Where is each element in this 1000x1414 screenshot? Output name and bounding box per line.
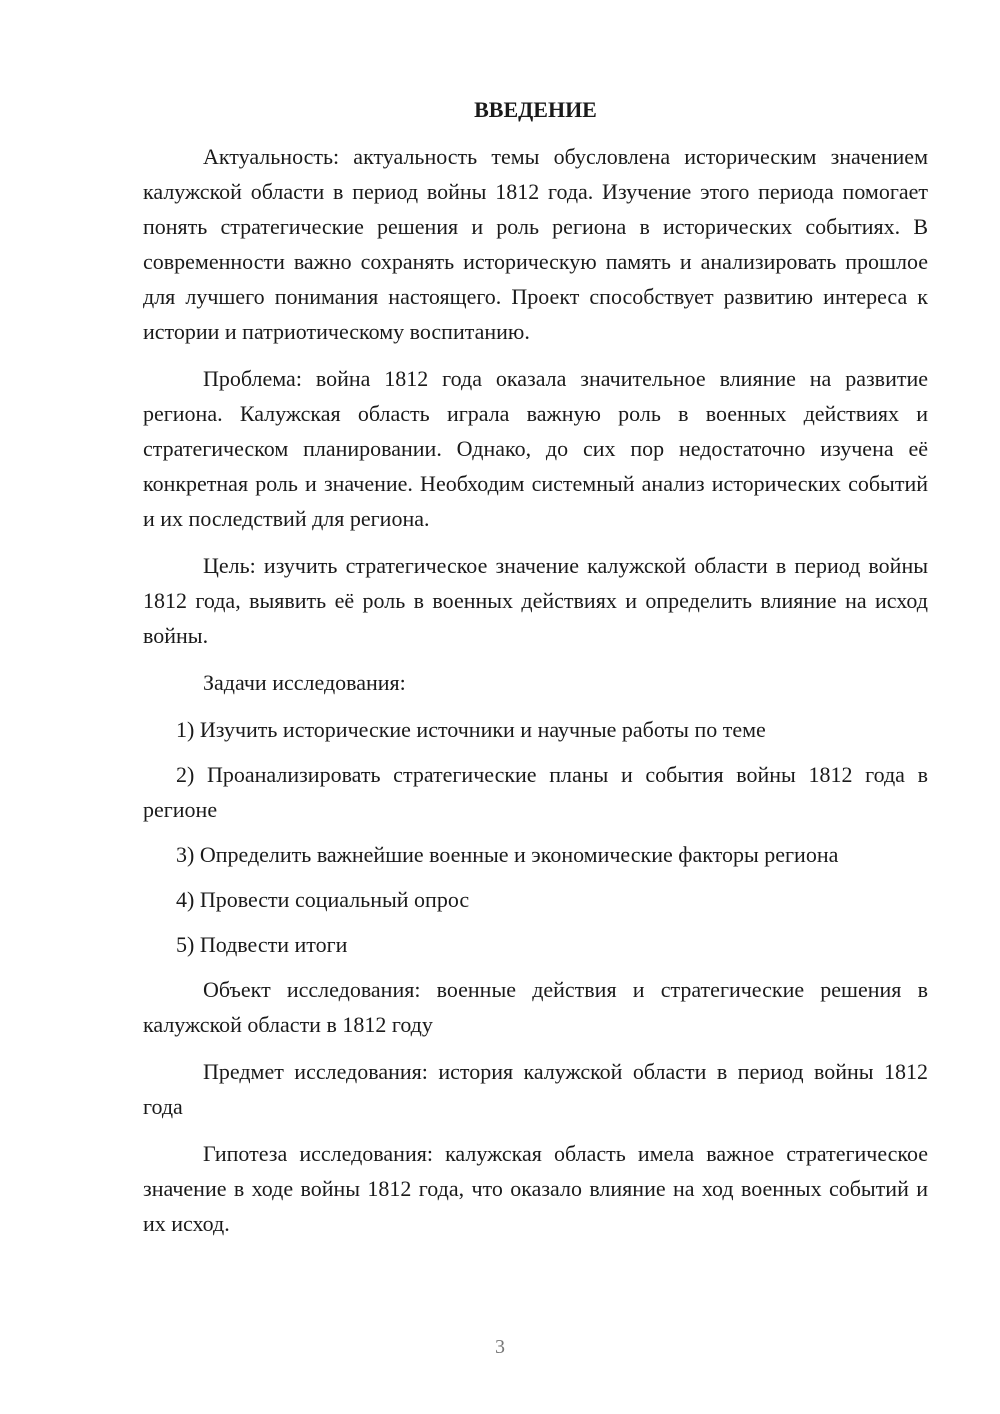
page-number: 3	[495, 1336, 505, 1358]
object-paragraph: Объект исследования: военные действия и стратегические решения в калужской области в 1812 году	[143, 977, 928, 1037]
hypothesis-paragraph: Гипотеза исследования: калужская область имела важное стратегическое значение в ходе войны 1812 года, что оказало влияние на ход военных событий и их исход.	[143, 1141, 928, 1236]
task-item-1: 1) Изучить исторические источники и научные работы по теме	[176, 717, 766, 742]
task-item-3: 3) Определить важнейшие военные и экономические факторы региона	[176, 842, 839, 867]
relevance-paragraph: Актуальность: актуальность темы обусловлена историческим значением калужской области в период войны 1812 года. Изучение этого периода помогает понять стратегические решения и роль региона в исторических событиях. В современности важно сохранять историческую память и анализировать прошлое для лучшего понимания настоящего. Проект способствует развитию интереса к истории и патриотическому воспитанию.	[143, 144, 928, 344]
tasks-heading: Задачи исследования:	[203, 670, 406, 695]
task-item-2: 2) Проанализировать стратегические планы и события войны 1812 года в регионе	[143, 762, 928, 822]
goal-paragraph: Цель: изучить стратегическое значение калужской области в период войны 1812 года, выявить её роль в военных действиях и определить влияние на исход войны.	[143, 553, 928, 648]
subject-paragraph: Предмет исследования: история калужской области в период войны 1812 года	[143, 1059, 928, 1119]
page-content	[143, 92, 928, 1253]
tasks-list	[143, 712, 928, 962]
task-item-4: 4) Провести социальный опрос	[176, 887, 470, 912]
problem-paragraph: Проблема: война 1812 года оказала значительное влияние на развитие региона. Калужская область играла важную роль в военных действиях и стратегическом планировании. Однако, до сих пор недостаточно изучена её конкретная роль и значение. Необходим системный анализ исторических событий и их последствий для региона.	[143, 366, 928, 531]
task-item-5: 5) Подвести итоги	[176, 932, 348, 957]
section-title: ВВЕДЕНИЕ	[474, 97, 597, 122]
